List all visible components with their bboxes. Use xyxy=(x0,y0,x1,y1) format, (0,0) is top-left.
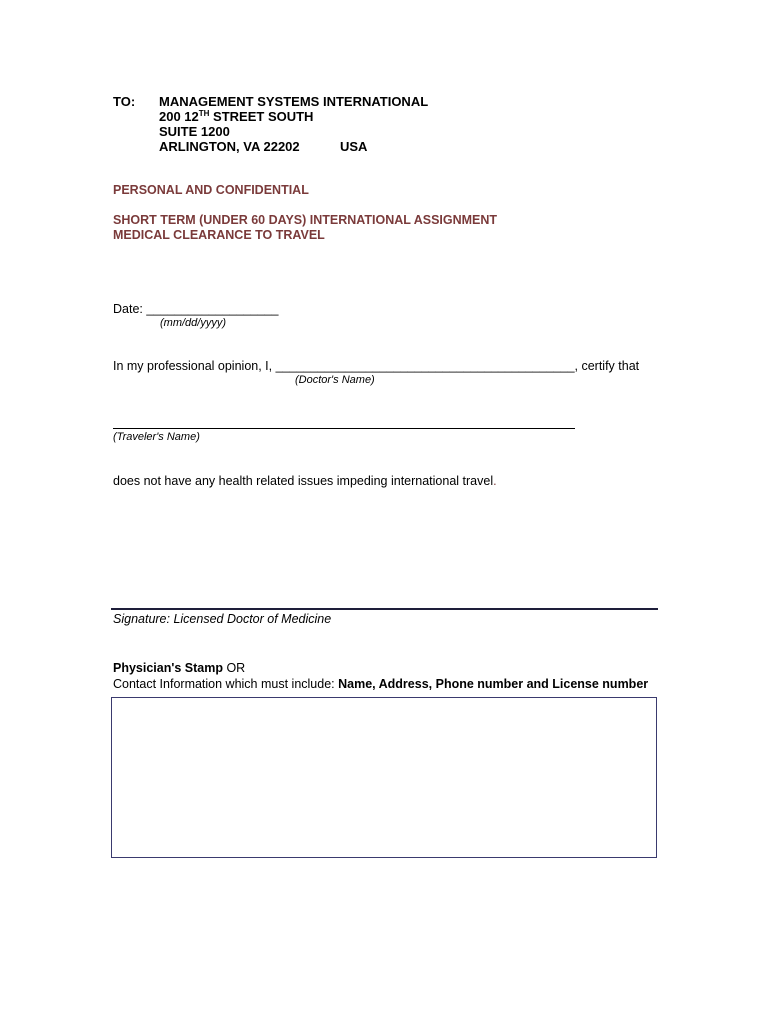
signature-line[interactable] xyxy=(111,608,658,610)
address-line-4: ARLINGTON, VA 22202 xyxy=(159,139,300,154)
address-line-2-superscript: TH xyxy=(198,109,210,118)
date-format-hint: (mm/dd/yyyy) xyxy=(160,317,226,329)
address-line-3: SUITE 1200 xyxy=(159,124,230,139)
health-statement xyxy=(113,474,497,489)
signature-label: Signature: Licensed Doctor of Medicine xyxy=(113,612,332,626)
address-line-2-street: STREET SOUTH xyxy=(209,109,314,124)
to-label: TO: xyxy=(113,94,136,109)
title-line-1: SHORT TERM (UNDER 60 DAYS) INTERNATIONAL ASSIGNMENT xyxy=(113,213,498,227)
title-line-2: MEDICAL CLEARANCE TO TRAVEL xyxy=(113,228,325,242)
physician-stamp-box[interactable] xyxy=(111,697,657,858)
stamp-label-bold: Physician's Stamp xyxy=(113,661,223,675)
confidential-heading: PERSONAL AND CONFIDENTIAL xyxy=(113,183,309,197)
traveler-name-line[interactable] xyxy=(113,428,575,429)
address-line-2-number: 200 12 xyxy=(159,109,199,124)
date-field[interactable]: Date: ___________________ xyxy=(113,302,279,316)
contact-instructions xyxy=(113,677,648,692)
contact-prefix: Contact Information which must include: xyxy=(113,677,339,691)
health-statement-period: . xyxy=(493,474,497,488)
health-statement-text: does not have any health related issues impeding international travel xyxy=(113,474,494,488)
stamp-label-or: OR xyxy=(222,661,246,675)
address-line-2 xyxy=(159,109,313,124)
address-country: USA xyxy=(340,139,368,154)
doctor-name-field[interactable]: In my professional opinion, I, ___________________________________________, certify that xyxy=(113,359,640,373)
address-line-1: MANAGEMENT SYSTEMS INTERNATIONAL xyxy=(159,94,429,109)
stamp-label xyxy=(113,661,245,676)
contact-required-fields: Name, Address, Phone number and License number xyxy=(338,677,649,691)
traveler-name-hint: (Traveler's Name) xyxy=(113,431,200,443)
doctor-name-hint: (Doctor's Name) xyxy=(295,374,375,386)
